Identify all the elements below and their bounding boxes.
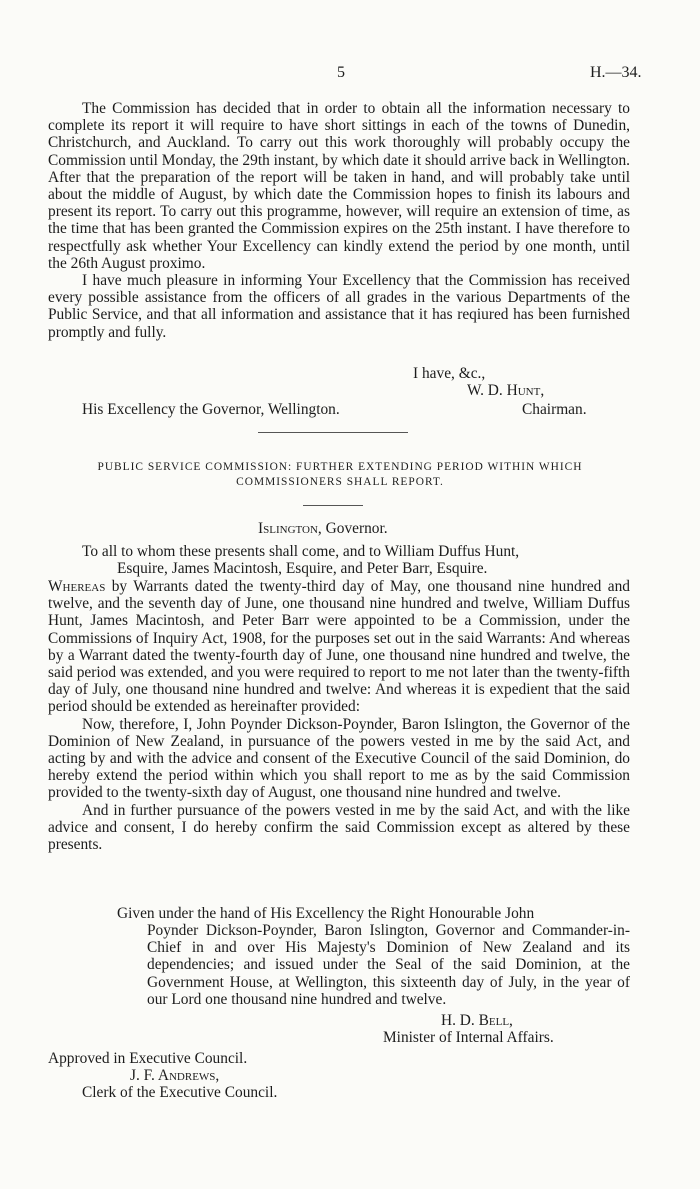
minister-name: H. D. Bell, (441, 1012, 513, 1029)
whereas-text: by Warrants dated the twenty-third day of May, one thousand nine hundred and twelve, and the seventh day of June, one thousand nine hundred and twelve, William Duffus Hunt, James Macintosh, and Peter Barr were appointed to be a Commission, under the Commissions of Inquiry Act, 1908, for the purposes set out in the said Warrants: And whereas by a Warrant dated the twenty-fourth day of June, one thousand nine hundred and twelve, the said period was extended, and you were required to report to me not later than the twenty-fifth day of July, one thousand nine hundred and twelve: And whereas it is expedient that the said period should be extended as hereinafter provided: (48, 578, 630, 716)
letter-body (48, 100, 630, 341)
salutation-line-1: To all to whom these presents shall come, and to William Duffus Hunt, (82, 543, 520, 560)
clerk-name: J. F. Andrews, (130, 1067, 220, 1084)
proclamation-body (48, 578, 630, 853)
letter-paragraph-2: I have much pleasure in informing Your Excellency that the Commission has received every possible assistance from the officers of all grades in the various Departments of the Public Service, and that all information and assistance that it has reqiured has been furnished promptly and fully. (48, 272, 630, 341)
proclamation-heading (40, 460, 640, 490)
given-paragraph: Poynder Dickson-Poynder, Baron Islington, Governor and Commander-in-Chief in and over His Majesty's Dominion of New Zealand and its dependencies; and issued under the Seal of the said Dominion, at the Government House, at Wellington, this sixteenth day of July, in the year of our Lord one thousand nine hundred and twelve. (147, 922, 630, 1008)
minister-title: Minister of Internal Affairs. (383, 1029, 554, 1046)
approved-line: Approved in Executive Council. (48, 1050, 248, 1067)
salutation-line-2: Esquire, James Macintosh, Esquire, and Peter Barr, Esquire. (117, 560, 488, 577)
heading-divider (303, 505, 363, 506)
clerk-title: Clerk of the Executive Council. (82, 1084, 278, 1101)
document-reference: H.—34. (590, 64, 642, 81)
page-number: 5 (337, 64, 345, 81)
now-therefore-paragraph: Now, therefore, I, John Poynder Dickson-Poynder, Baron Islington, the Governor of the Dominion of New Zealand, in pursuance of the powers vested in me by the said Act, and acting by and with the advice and consent of the Executive Council of the said Dominion, do hereby extend the period within which you shall report to me as by the said Commission provided to the twenty-sixth day of August, one thousand nine hundred and twelve. (48, 715, 630, 802)
proclamation-heading-line-1: PUBLIC SERVICE COMMISSION: FURTHER EXTENDING PERIOD WITHIN WHICH (97, 461, 583, 473)
letter-signatory: W. D. Hunt, (467, 382, 545, 399)
whereas-word: Whereas (48, 578, 106, 595)
governor-suffix: Governor. (325, 520, 388, 537)
given-line-1: Given under the hand of His Excellency the Right Honourable John (117, 905, 535, 922)
whereas-paragraph (48, 578, 630, 716)
letter-closing: I have, &c., (413, 365, 486, 382)
proclamation-heading-line-2: COMMISSIONERS SHALL REPORT. (236, 476, 444, 488)
section-divider (258, 432, 408, 433)
governor-name: Islington, (258, 520, 322, 537)
further-paragraph: And in further pursuance of the powers vested in me by the said Act, and with the like advice and consent, I do hereby confirm the said Commission except as altered by these presents. (48, 801, 630, 854)
governor-line (258, 520, 388, 538)
letter-addressee: His Excellency the Governor, Wellington. (82, 401, 340, 418)
letter-signatory-title: Chairman. (522, 401, 587, 418)
letter-paragraph-1: The Commission has decided that in order to obtain all the information necessary to complete its report it will require to have short sittings in each of the towns of Dunedin, Christchurch, and Auckland. To carry out this work thoroughly will probably occupy the Commission until Monday, the 29th instant, by which date it should arrive back in Wellington. After that the preparation of the report will be taken in hand, and will probably take until about the middle of August, by which date the Commission hopes to finish its labours and present its report. To carry out this programme, however, will require an extension of time, as the time that has been granted the Commission expires on the 25th instant. I have therefore to respectfully ask whether Your Excellency can kindly extend the period by one month, until the 26th August proximo. (48, 100, 630, 272)
